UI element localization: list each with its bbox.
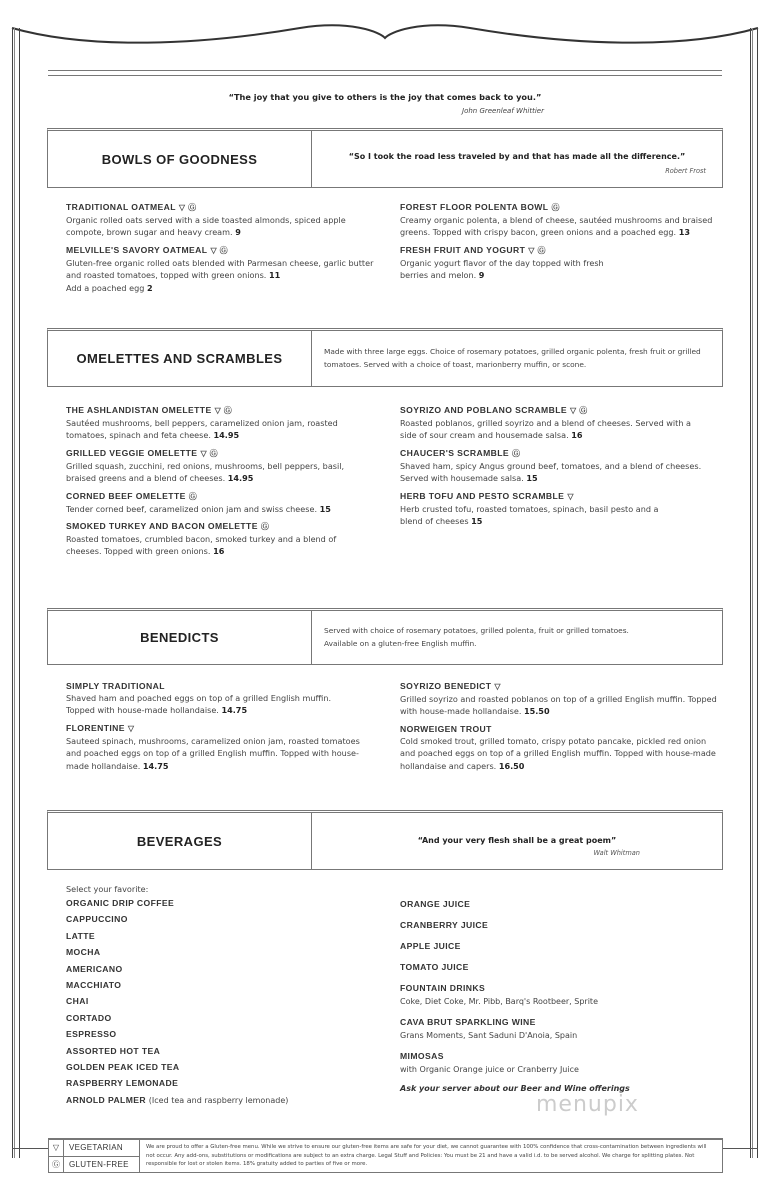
item-price: 11 — [268, 270, 281, 281]
item-price: 15 — [319, 503, 331, 514]
item-description: Grilled squash, zucchini, red onions, mushrooms, bell peppers, basil, braised greens and a blend of cheeses. — [66, 460, 345, 484]
legend-gluten-free — [49, 1157, 139, 1173]
top-quote: “The joy that you give to others is the joy that comes back to you.” — [228, 92, 542, 102]
menu-item — [66, 244, 386, 294]
section-note: Served with choice of rosemary potatoes, grilled polenta, fruit or grilled tomatoes. Available on a gluten-free English muffin. — [324, 626, 629, 648]
item-name: FRESH FRUIT AND YOGURT — [400, 244, 526, 255]
beer-wine-note: Ask your server about our Beer and Wine offerings — [400, 1084, 630, 1093]
beverage-item — [400, 1016, 720, 1042]
menu-item — [400, 447, 710, 485]
beverage-item — [400, 1050, 720, 1076]
item-price: 15 — [526, 473, 538, 484]
menu-item — [66, 490, 366, 515]
item-description: Organic yogurt flavor of the day topped with fresh berries and melon. — [400, 257, 604, 281]
section-header-omelettes — [47, 328, 723, 387]
beverage-item — [400, 919, 720, 932]
menu-item — [400, 404, 710, 442]
beverage-item — [400, 961, 720, 974]
item-description: Sauteed spinach, mushrooms, caramelized onion jam, roasted tomatoes and poached eggs on top of a grilled English muffin. Topped with house-made hollandaise. — [66, 735, 360, 771]
item-name: CORNED BEEF OMELETTE — [66, 490, 186, 501]
page-top-curve — [0, 0, 770, 60]
diet-tags-icon: ▽ Ⓖ — [200, 448, 219, 458]
diet-tags-icon: Ⓖ — [551, 203, 560, 212]
beverage-name: CAVA BRUT SPARKLING WINE — [400, 1017, 536, 1027]
section-quote-author: Walt Whitman — [593, 849, 640, 857]
item-name: THE ASHLANDISTAN OMELETTE — [66, 405, 212, 415]
legal-disclaimer: We are proud to offer a Gluten-free menu. While we strive to ensure our gluten-free items are safe for your diet, we cannot guarantee with 100% confidence that cross-contamination between ingredients will not occur. Any add-ons, substitutions or modifications are subject to an extra charge. Legal Stuff and Policies: You must be 21 and have a valid i.d. to be served alcohol. We charge for splitting plates. Not responsible for lost or stolen items. 18% gratuity added to parties of five or more. — [146, 1144, 707, 1167]
item-price: 15 — [471, 516, 483, 527]
beverages-left-column — [66, 883, 386, 1108]
item-description: Creamy organic polenta, a blend of cheese, sautéed mushrooms and braised greens. Topped with crispy bacon, green onions and a poached egg. — [400, 215, 713, 238]
top-quote-author: John Greenleaf Whittier — [462, 107, 544, 115]
benedicts-left-column — [66, 680, 376, 777]
section-title: BENEDICTS — [48, 611, 312, 664]
item-price: 14.75 — [221, 705, 248, 716]
item-description: Shaved ham, spicy Angus ground beef, tomatoes, and a blend of cheeses. Served with housemade salsa. — [400, 460, 702, 484]
beverage-item-arnold-palmer — [66, 1092, 386, 1108]
vegetarian-icon: ▽ — [494, 682, 501, 691]
beverage-item: ORGANIC DRIP COFFEE — [66, 898, 175, 908]
page-border-left — [12, 28, 20, 1158]
section-quote: “And your very flesh shall be a great poem” — [417, 836, 617, 845]
diet-tags-icon: ▽ Ⓖ — [570, 406, 588, 415]
beverage-item: ASSORTED HOT TEA — [66, 1045, 161, 1056]
item-name: NORWEIGEN TROUT — [400, 723, 492, 734]
beverage-description: Grans Moments, Sant Saduni D'Anoia, Spain — [400, 1031, 578, 1040]
beverage-item: LATTE — [66, 930, 96, 941]
diet-tags-icon: ▽ Ⓖ — [214, 406, 233, 415]
beverage-item: ESPRESSO — [66, 1029, 117, 1040]
diet-tags-icon: Ⓖ — [512, 448, 521, 458]
beverage-item: GOLDEN PEAK ICED TEA — [66, 1061, 180, 1072]
item-price: 14.95 — [213, 430, 240, 441]
item-description: Tender corned beef, caramelized onion jam and swiss cheese. — [66, 503, 318, 514]
item-description: Shaved ham and poached eggs on top of a grilled English muffin. Topped with house-made hollandaise. — [66, 693, 332, 716]
bowls-right-column — [400, 201, 715, 287]
item-addon: Add a poached egg — [66, 282, 145, 293]
bowls-left-column — [66, 201, 386, 299]
beverage-item — [400, 898, 720, 911]
beverage-item: CAPPUCCINO — [66, 914, 128, 925]
diet-tags-icon: Ⓖ — [188, 491, 198, 501]
beverage-note: (Iced tea and raspberry lemonade) — [148, 1095, 289, 1105]
beverage-name: ORANGE JUICE — [400, 899, 471, 909]
menu-item — [66, 680, 376, 717]
omelettes-right-column — [400, 404, 710, 532]
menu-item — [66, 520, 366, 558]
beverage-item: RASPBERRY LEMONADE — [66, 1078, 179, 1089]
beverage-item — [400, 982, 720, 1008]
item-name: TRADITIONAL OATMEAL — [66, 202, 176, 212]
item-name: FLORENTINE — [66, 722, 125, 733]
section-quote: “So I took the road less traveled by and that has made all the difference.” — [348, 152, 686, 161]
section-title: BEVERAGES — [48, 813, 312, 869]
item-price: 14.95 — [227, 473, 254, 484]
menu-item — [66, 447, 366, 485]
page-border-right — [750, 28, 758, 1158]
legend-box — [48, 1138, 723, 1173]
menu-item — [66, 404, 366, 442]
diet-tags-icon: ▽ — [567, 491, 574, 501]
beverage-description: with Organic Orange juice or Cranberry Juice — [400, 1065, 579, 1074]
item-price: 13 — [678, 227, 690, 238]
item-name: CHAUCER'S SCRAMBLE — [400, 447, 510, 458]
item-description: Organic rolled oats served with a side toasted almonds, spiced apple compote, brown sugar and heavy cream. — [66, 215, 346, 238]
section-note: Made with three large eggs. Choice of rosemary potatoes, grilled organic polenta, fresh fruit or grilled tomatoes. Served with a choice of toast, marionberry muffin, or scone. — [324, 347, 701, 369]
menu-item — [400, 201, 715, 239]
menu-item — [66, 722, 376, 772]
item-price: 16.50 — [498, 760, 525, 771]
legend-vegetarian — [49, 1140, 139, 1157]
item-name: SMOKED TURKEY AND BACON OMELETTE — [66, 521, 258, 532]
item-price: 9 — [235, 227, 241, 238]
beverage-name: TOMATO JUICE — [400, 962, 469, 972]
legend-label: GLUTEN-FREE — [69, 1159, 129, 1169]
item-price: 16 — [213, 546, 225, 557]
section-header-bowls — [47, 128, 723, 188]
item-name: SOYRIZO BENEDICT — [400, 681, 492, 691]
menu-item — [400, 680, 720, 718]
menu-item — [400, 723, 720, 772]
item-price: 9 — [478, 270, 485, 281]
item-description: Roasted poblanos, grilled soyrizo and a blend of cheeses. Served with a side of sour cream and housemade salsa. — [400, 418, 691, 441]
item-description: Cold smoked trout, grilled tomato, crispy potato pancake, pickled red onion and poached eggs on top of a grilled English muffin. Topped with house-made hollandaise and capers. — [400, 735, 716, 771]
beverage-name: FOUNTAIN DRINKS — [400, 983, 486, 993]
item-description: Herb crusted tofu, roasted tomatoes, spinach, basil pesto and a blend of cheeses — [400, 503, 659, 527]
omelettes-left-column — [66, 404, 366, 563]
item-name: MELVILLE'S SAVORY OATMEAL — [66, 244, 208, 255]
beverage-description: Coke, Diet Coke, Mr. Pibb, Barq's Rootbeer, Sprite — [400, 997, 598, 1006]
item-name: GRILLED VEGGIE OMELETTE — [66, 447, 198, 458]
item-name: HERB TOFU AND PESTO SCRAMBLE — [400, 490, 565, 501]
section-quote-author: Robert Frost — [665, 167, 706, 175]
beverage-name: ARNOLD PALMER — [66, 1094, 146, 1105]
addon-price: 2 — [146, 282, 153, 293]
beverage-item: MACCHIATO — [66, 979, 122, 990]
beverage-intro: Select your favorite: — [66, 884, 149, 894]
watermark-logo: menupix — [536, 1092, 639, 1117]
diet-tags-icon: ▽ Ⓖ — [528, 245, 546, 255]
beverage-item — [400, 940, 720, 953]
item-name: FOREST FLOOR POLENTA BOWL — [400, 202, 549, 212]
item-price: 14.75 — [142, 760, 169, 771]
item-description: Roasted tomatoes, crumbled bacon, smoked turkey and a blend of cheeses. Topped with green onions. — [66, 534, 337, 557]
beverage-name: MIMOSAS — [400, 1051, 444, 1061]
beverage-item: MOCHA — [66, 947, 101, 958]
item-description: Sautéed mushrooms, bell peppers, caramelized onion jam, roasted tomatoes, spinach and feta cheese. — [66, 418, 338, 441]
item-name: SIMPLY TRADITIONAL — [66, 681, 165, 691]
gluten-free-icon: Ⓖ — [49, 1157, 64, 1173]
beverage-item: AMERICANO — [66, 963, 123, 974]
item-description: Grilled soyrizo and roasted poblanos on top of a grilled English muffin. Topped with house-made hollandaise. — [400, 694, 717, 717]
diet-tags-icon: Ⓖ — [260, 522, 270, 532]
beverage-item: CORTADO — [66, 1012, 112, 1023]
benedicts-right-column — [400, 680, 720, 777]
section-header-beverages — [47, 810, 723, 870]
section-title: OMELETTES AND SCRAMBLES — [48, 331, 312, 386]
legend-label: VEGETARIAN — [69, 1143, 123, 1153]
item-name: SOYRIZO AND POBLANO SCRAMBLE — [400, 405, 568, 415]
beverage-name: CRANBERRY JUICE — [400, 920, 489, 930]
top-rule — [48, 70, 722, 76]
beverages-right-column — [400, 898, 720, 1093]
menu-item — [66, 201, 386, 239]
beverage-item: CHAI — [66, 996, 89, 1007]
beverage-name: APPLE JUICE — [400, 941, 461, 951]
diet-tags-icon: ▽ Ⓖ — [210, 245, 229, 255]
vegetarian-icon: ▽ — [49, 1140, 64, 1156]
section-title: BOWLS OF GOODNESS — [48, 131, 312, 187]
item-description: Gluten-free organic rolled oats blended with Parmesan cheese, garlic butter and roasted tomatoes, topped with green onions. — [66, 257, 374, 281]
item-price: 15.50 — [523, 706, 550, 717]
menu-item — [400, 490, 710, 528]
diet-tags-icon: ▽ Ⓖ — [178, 203, 197, 212]
vegetarian-icon: ▽ — [127, 723, 135, 733]
item-price: 16 — [571, 430, 583, 441]
menu-item — [400, 244, 715, 282]
section-header-benedicts — [47, 608, 723, 665]
